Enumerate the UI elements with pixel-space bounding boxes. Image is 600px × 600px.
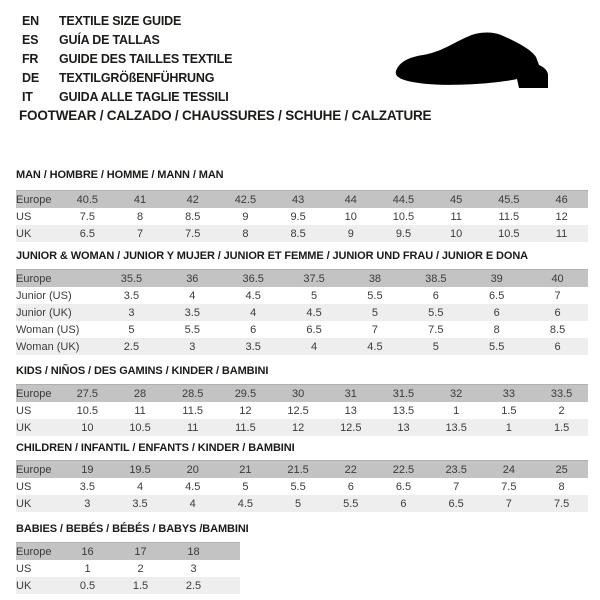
size-value: 3.5 — [162, 304, 223, 321]
size-value: 5.5 — [324, 495, 377, 512]
size-value: 6 — [432, 289, 439, 302]
size-value: 3.5 — [223, 338, 284, 355]
size-value: 45 — [430, 191, 483, 209]
size-value: 40.5 — [61, 191, 114, 209]
language-title: GUÍA DE TALLAS — [59, 33, 160, 47]
size-value: 4.5 — [284, 304, 345, 321]
size-value: 10.5 — [392, 210, 415, 223]
size-value: 4 — [189, 289, 196, 302]
size-value: 8 — [493, 323, 500, 336]
size-value: 20 — [166, 461, 219, 479]
size-table-section — [16, 365, 588, 436]
size-value: 3 — [190, 562, 197, 575]
size-value: 5.5 — [290, 480, 306, 493]
table-row — [16, 495, 588, 512]
size-value: 10 — [344, 210, 357, 223]
size-value: 5 — [311, 289, 318, 302]
size-value: 7.5 — [428, 323, 444, 336]
table-row — [16, 461, 588, 479]
language-title: GUIDE DES TAILLES TEXTILE — [59, 52, 233, 66]
size-value: 31.5 — [377, 385, 430, 403]
size-value: 4.5 — [219, 495, 272, 512]
size-table-section — [16, 442, 588, 512]
shoe-icon — [393, 31, 581, 93]
table-row — [16, 287, 588, 304]
size-value: 8 — [558, 480, 565, 493]
size-value: 44 — [324, 191, 377, 209]
size-value: 6 — [250, 323, 257, 336]
table-row — [16, 402, 588, 419]
size-value: 24 — [483, 461, 536, 479]
size-value: 4 — [284, 338, 345, 355]
size-table — [16, 460, 588, 512]
table-row — [16, 225, 588, 242]
size-value: 23.5 — [430, 461, 483, 479]
size-value: 4.5 — [345, 338, 406, 355]
size-value: 43 — [272, 191, 325, 209]
size-value: 6.5 — [430, 495, 483, 512]
size-value: 5 — [345, 304, 406, 321]
size-value: 7 — [371, 323, 378, 336]
size-value: 11 — [535, 225, 588, 242]
size-value: 28.5 — [166, 385, 219, 403]
size-table — [16, 384, 588, 436]
size-value: 19 — [61, 461, 114, 479]
size-value: 5.5 — [367, 289, 383, 302]
row-label: US — [16, 404, 32, 417]
row-label: Woman (UK) — [16, 338, 101, 355]
size-value: 12 — [272, 419, 325, 436]
size-value: 5.5 — [184, 323, 200, 336]
size-value: 46 — [535, 191, 588, 209]
size-value: 28 — [114, 385, 167, 403]
size-value: 7.5 — [501, 480, 517, 493]
language-row — [22, 68, 232, 87]
size-table — [16, 269, 588, 355]
table-row — [16, 208, 588, 225]
filler-cell — [220, 577, 240, 594]
size-value: 18 — [167, 543, 220, 561]
size-value: 33.5 — [535, 385, 588, 403]
size-value: 11 — [166, 419, 219, 436]
row-label: Junior (UK) — [16, 304, 101, 321]
size-table-section — [16, 523, 249, 594]
size-value: 11.5 — [182, 404, 204, 417]
table-row — [16, 577, 240, 594]
size-value: 7 — [554, 289, 561, 302]
size-value: 10 — [430, 225, 483, 242]
language-title: TEXTILGRÖßENFÜHRUNG — [59, 71, 215, 85]
size-value: 7 — [453, 480, 460, 493]
size-value: 35.5 — [101, 270, 162, 288]
size-table-section — [16, 250, 588, 355]
row-label: US — [16, 480, 32, 493]
size-value: 1.5 — [114, 577, 167, 594]
language-title: GUIDA ALLE TAGLIE TESSILI — [59, 90, 229, 104]
size-value: 2 — [558, 404, 565, 417]
size-value: 9.5 — [290, 210, 306, 223]
size-value: 7 — [483, 495, 536, 512]
size-value: 4 — [223, 304, 284, 321]
size-value: 3.5 — [114, 495, 167, 512]
size-value: 8 — [219, 225, 272, 242]
size-value: 13.5 — [392, 404, 415, 417]
table-row — [16, 338, 588, 355]
size-value: 16 — [61, 543, 114, 561]
table-title: JUNIOR & WOMAN / JUNIOR Y MUJER / JUNIOR ET FEMME / JUNIOR UND FRAU / JUNIOR E DONA — [16, 250, 529, 262]
size-value: 1 — [84, 562, 91, 575]
language-row — [22, 11, 232, 30]
size-value: 27.5 — [61, 385, 114, 403]
size-value: 6 — [527, 338, 588, 355]
row-label: Europe — [16, 191, 61, 209]
row-label: US — [16, 210, 32, 223]
row-label: Europe — [16, 270, 101, 288]
size-value: 3.5 — [79, 480, 95, 493]
row-label: UK — [16, 577, 61, 594]
size-value: 5 — [128, 323, 135, 336]
size-value: 5 — [272, 495, 325, 512]
row-label: Europe — [16, 385, 61, 403]
size-value: 22 — [324, 461, 377, 479]
size-value: 10.5 — [114, 419, 167, 436]
size-value: 8.5 — [272, 225, 325, 242]
table-row — [16, 385, 588, 403]
table-row — [16, 270, 588, 288]
size-value: 21 — [219, 461, 272, 479]
size-value: 2.5 — [167, 577, 220, 594]
size-value: 12.5 — [324, 419, 377, 436]
row-label: Woman (US) — [16, 323, 80, 336]
size-value: 10 — [61, 419, 114, 436]
size-value: 13 — [344, 404, 357, 417]
size-value: 5.5 — [466, 338, 527, 355]
table-row — [16, 478, 588, 495]
size-value: 2.5 — [101, 338, 162, 355]
size-value: 39 — [466, 270, 527, 288]
category-heading: FOOTWEAR / CALZADO / CHAUSSURES / SCHUHE / CALZATURE — [19, 108, 432, 123]
size-value: 36.5 — [223, 270, 284, 288]
size-value: 3.5 — [123, 289, 140, 302]
language-title-list — [22, 11, 232, 106]
size-value: 11 — [134, 404, 146, 417]
size-value: 1 — [483, 419, 536, 436]
size-value: 6 — [347, 480, 354, 493]
size-value: 22.5 — [377, 461, 430, 479]
table-row — [16, 419, 588, 436]
size-value: 6 — [527, 304, 588, 321]
size-value: 32 — [430, 385, 483, 403]
table-title: CHILDREN / INFANTIL / ENFANTS / KINDER / BAMBINI — [16, 442, 295, 454]
size-value: 4.5 — [185, 480, 201, 493]
size-value: 11.5 — [498, 210, 520, 223]
size-value: 10.5 — [483, 225, 536, 242]
size-table — [16, 542, 240, 594]
size-value: 6.5 — [395, 480, 412, 493]
size-value: 41 — [114, 191, 167, 209]
size-value: 9.5 — [377, 225, 430, 242]
size-value: 9 — [324, 225, 377, 242]
size-value: 6 — [466, 304, 527, 321]
row-label: US — [16, 562, 32, 575]
size-value: 1 — [453, 404, 460, 417]
row-label: UK — [16, 419, 61, 436]
table-title: MAN / HOMBRE / HOMME / MANN / MAN — [16, 169, 224, 181]
size-value: 37.5 — [284, 270, 345, 288]
size-value: 6.5 — [61, 225, 114, 242]
size-value: 7.5 — [535, 495, 588, 512]
table-row — [16, 321, 588, 338]
size-value: 12.5 — [287, 404, 309, 417]
language-code: FR — [22, 52, 39, 66]
size-value: 0.5 — [61, 577, 114, 594]
size-value: 4 — [166, 495, 219, 512]
row-label: UK — [16, 225, 61, 242]
size-value: 31 — [324, 385, 377, 403]
language-title: TEXTILE SIZE GUIDE — [59, 14, 182, 28]
row-label: UK — [16, 495, 61, 512]
table-row — [16, 543, 240, 561]
size-value: 6.5 — [489, 289, 505, 302]
size-value: 6.5 — [306, 323, 322, 336]
size-value: 17 — [114, 543, 167, 561]
size-value: 12 — [555, 210, 568, 223]
size-value: 7.5 — [79, 210, 95, 223]
size-value: 3 — [162, 338, 223, 355]
size-value: 2 — [137, 562, 144, 575]
size-value: 38.5 — [405, 270, 466, 288]
size-value: 42 — [166, 191, 219, 209]
size-value: 21.5 — [272, 461, 325, 479]
size-value: 25 — [535, 461, 588, 479]
language-row — [22, 87, 232, 106]
language-code: DE — [22, 71, 39, 85]
size-value: 7.5 — [166, 225, 219, 242]
size-value: 13 — [377, 419, 430, 436]
size-value: 5 — [405, 338, 466, 355]
size-value: 4 — [136, 480, 144, 493]
size-value: 1.5 — [501, 404, 517, 417]
size-value: 6 — [377, 495, 430, 512]
size-value: 12 — [239, 404, 252, 417]
size-table — [16, 190, 588, 242]
row-label: Junior (US) — [16, 289, 72, 302]
size-value: 42.5 — [219, 191, 272, 209]
size-value: 10.5 — [76, 404, 99, 417]
row-label: Europe — [16, 543, 61, 561]
size-value: 8 — [136, 210, 144, 223]
size-value: 9 — [242, 210, 249, 223]
size-value: 29.5 — [219, 385, 272, 403]
table-title: KIDS / NIÑOS / DES GAMINS / KINDER / BAMBINI — [16, 365, 269, 377]
size-value: 1.5 — [535, 419, 588, 436]
filler-cell — [220, 560, 240, 577]
size-value: 8.5 — [549, 323, 566, 336]
language-code: ES — [22, 33, 39, 47]
language-row — [22, 49, 232, 68]
size-table-section — [16, 169, 588, 242]
size-value: 8.5 — [185, 210, 201, 223]
language-code: EN — [22, 14, 39, 28]
size-value: 38 — [345, 270, 406, 288]
table-title: BABIES / BEBÉS / BÉBÉS / BABYS /BAMBINI — [16, 523, 249, 535]
size-value: 45.5 — [483, 191, 536, 209]
table-row — [16, 560, 240, 577]
size-value: 3 — [101, 304, 162, 321]
size-value: 30 — [272, 385, 325, 403]
size-value: 3 — [61, 495, 114, 512]
filler-cell — [220, 543, 240, 561]
size-value: 36 — [162, 270, 223, 288]
language-code: IT — [22, 90, 33, 104]
size-value: 11.5 — [219, 419, 272, 436]
size-value: 7 — [114, 225, 167, 242]
size-value: 5.5 — [405, 304, 466, 321]
size-value: 13.5 — [430, 419, 483, 436]
size-value: 19.5 — [114, 461, 167, 479]
size-value: 11 — [450, 210, 462, 223]
language-row — [22, 30, 232, 49]
size-value: 4.5 — [245, 289, 261, 302]
size-value: 44.5 — [377, 191, 430, 209]
size-value: 5 — [242, 480, 249, 493]
table-row — [16, 191, 588, 209]
row-label: Europe — [16, 461, 61, 479]
size-value: 33 — [483, 385, 536, 403]
size-value: 40 — [527, 270, 588, 288]
table-row — [16, 304, 588, 321]
